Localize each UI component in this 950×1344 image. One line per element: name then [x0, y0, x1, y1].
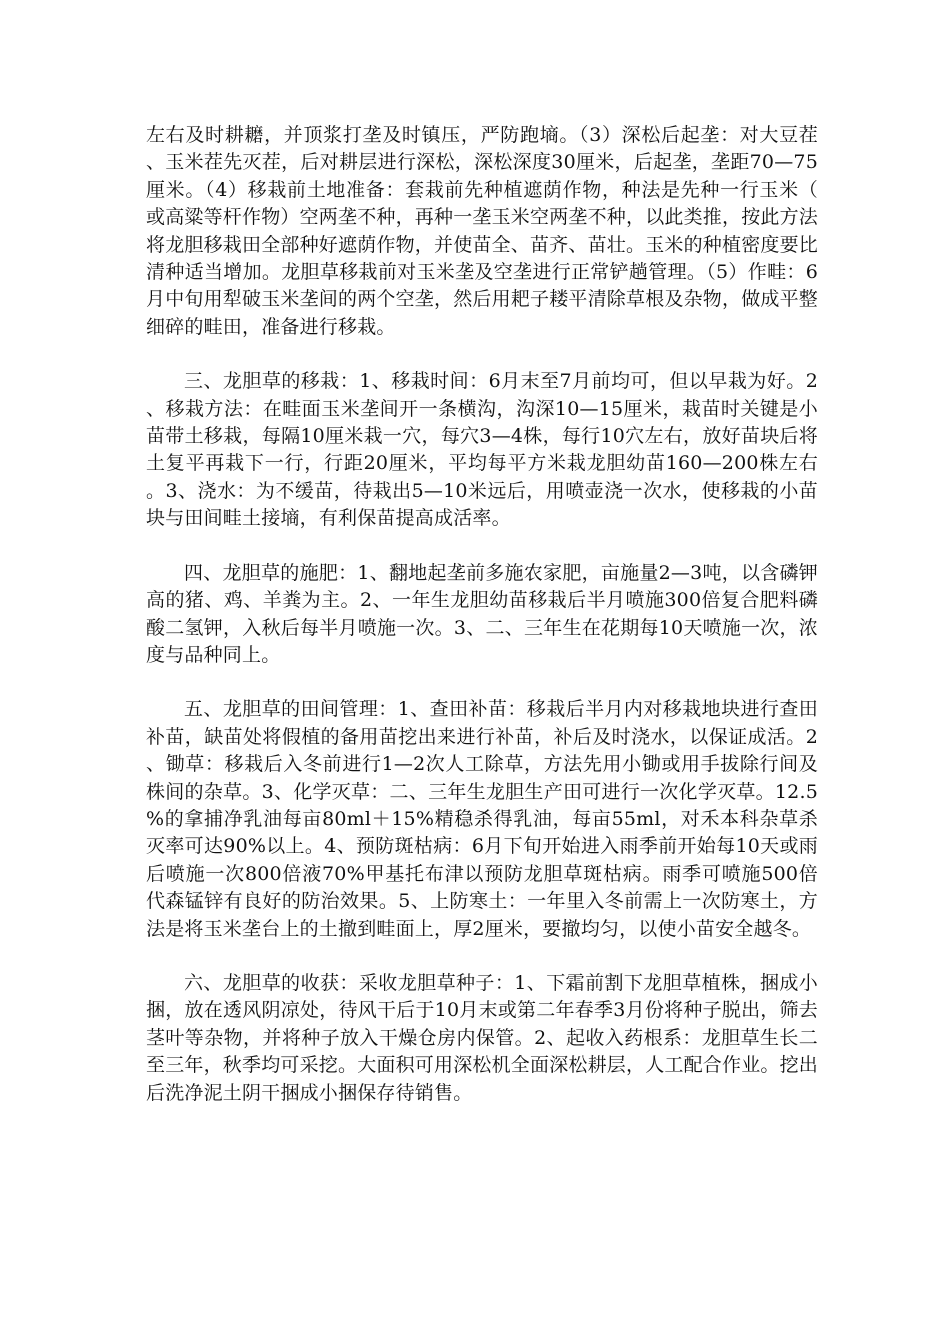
- paragraph-transplanting: 三、龙胆草的移栽：1、移栽时间：6月末至7月前均可，但以早栽为好。2、移栽方法：在畦面玉米垄间开一条横沟，沟深10—15厘米，栽苗时关键是小苗带土移栽，每隔10厘米栽一穴，每穴3—4株，每行10穴左右，放好苗块后将土复平再栽下一行，行距20厘米，平均每平方米栽龙胆幼苗160—200株左右。3、浇水：为不缓苗，待栽出5—10米远后，用喷壶浇一次水，使移栽的小苗块与田间畦土接墒，有利保苗提高成活率。: [146, 370, 818, 530]
- paragraph-harvest: 六、龙胆草的收获：采收龙胆草种子：1、下霜前割下龙胆草植株，捆成小捆，放在透风阴凉处，待风干后于10月末或第二年春季3月份将种子脱出，筛去茎叶等杂物，并将种子放入干燥仓房内保管。2、起收入药根系：龙胆草生长二至三年，秋季均可采挖。大面积可用深松机全面深松耕层，人工配合作业。挖出后洗净泥土阴干捆成小捆保存待销售。: [146, 971, 819, 1104]
- paragraph-field-management: 五、龙胆草的田间管理：1、查田补苗：移栽后半月内对移栽地块进行查田补苗，缺苗处将假植的备用苗挖出来进行补苗，补后及时浇水，以保证成活。2、锄草：移栽后入冬前进行1—2次人工除草，方法先用小锄或用手拔除行间及株间的杂草。3、化学灭草：二、三年生龙胆生产田可进行一次化学灭草。12.5%的拿捕净乳油每亩80ml＋15%精稳杀得乳油，每亩55ml，对禾本科杂草杀灭率可达90%以上。4、预防斑枯病：6月下旬开始进入雨季前开始每10天或雨后喷施一次800倍液70%甲基托布津以预防龙胆草斑枯病。雨季可喷施500倍代森锰锌有良好的防治效果。5、上防寒土：一年里入冬前需上一次防寒土，方法是将玉米垄台上的土撤到畦面上，厚2厘米，要撤均匀，以使小苗安全越冬。: [146, 698, 818, 940]
- document-page: [146, 122, 818, 1134]
- paragraph-land-preparation: 左右及时耕耱，并顶浆打垄及时镇压，严防跑墒。（3）深松后起垄：对大豆茬、玉米茬先灭茬，后对耕层进行深松，深松深度30厘米，后起垄，垄距70—75厘米。（4）移栽前土地准备：套栽前先种植遮荫作物，种法是先种一行玉米（或高粱等杆作物）空两垄不种，再种一垄玉米空两垄不种，以此类推，按此方法将龙胆移栽田全部种好遮荫作物，并使苗全、苗齐、苗壮。玉米的种植密度要比清种适当增加。龙胆草移栽前对玉米垄及空垄进行正常铲趟管理。（5）作畦：6月中旬用犁破玉米垄间的两个空垄，然后用耙子耧平清除草根及杂物，做成平整细碎的畦田，准备进行移栽。: [146, 124, 819, 338]
- paragraph-fertilizing: 四、龙胆草的施肥：1、翻地起垄前多施农家肥，亩施量2—3吨，以含磷钾高的猪、鸡、羊粪为主。2、一年生龙胆幼苗移栽后半月喷施300倍复合肥料磷酸二氢钾，入秋后每半月喷施一次。3、二、三年生在花期每10天喷施一次，浓度与品种同上。: [146, 561, 818, 666]
